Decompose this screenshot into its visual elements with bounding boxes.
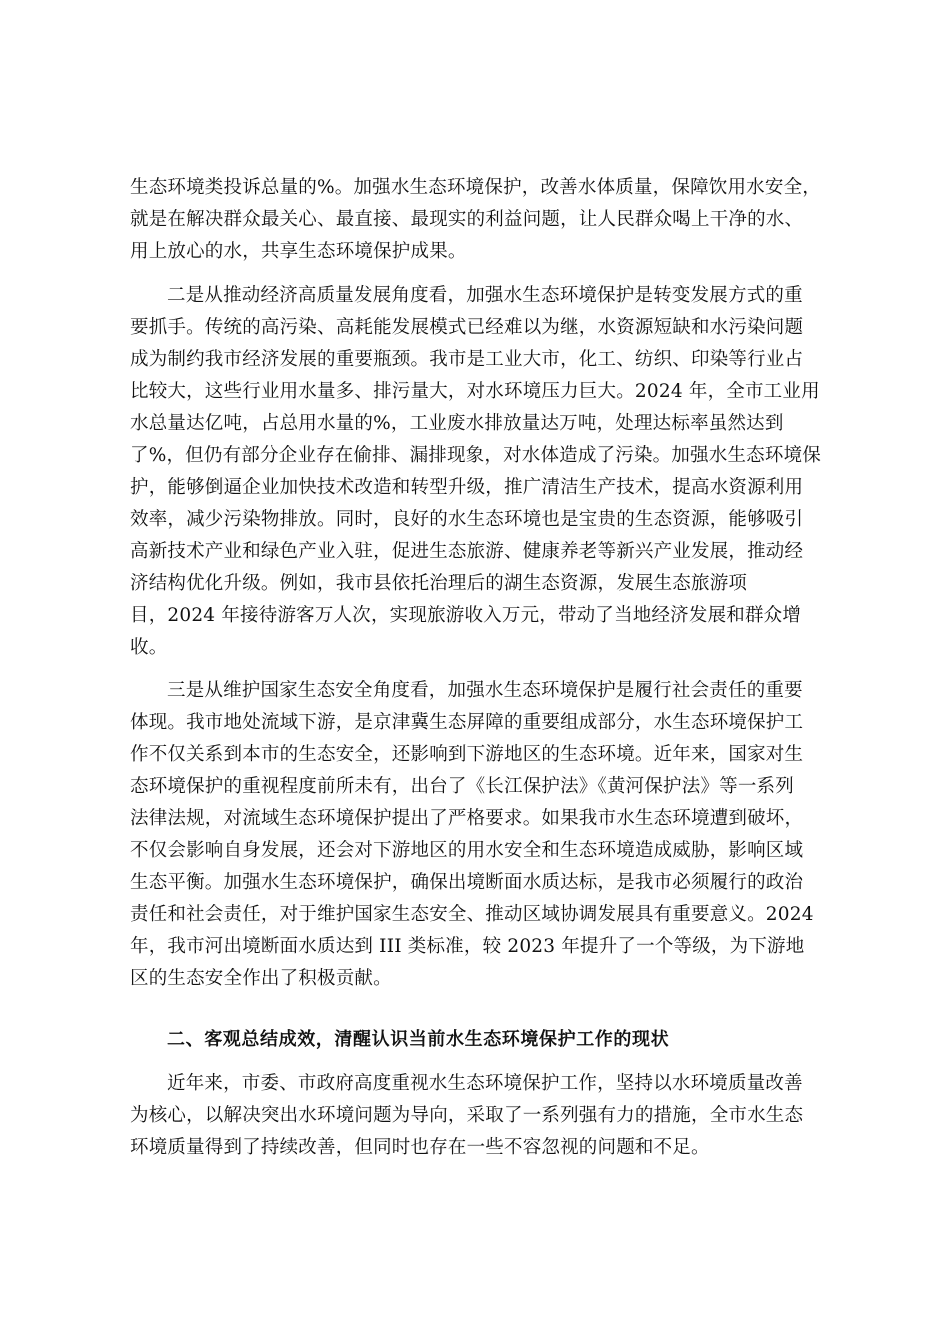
section-heading: 二、客观总结成效，清醒认识当前水生态环境保护工作的现状 <box>167 1029 670 1050</box>
text-line: 济结构优化升级。例如，我市县依托治理后的湖生态资源，发展生态旅游项 <box>130 573 748 594</box>
text-line: 环境质量得到了持续改善，但同时也存在一些不容忽视的问题和不足。 <box>130 1137 710 1158</box>
text-line: 体现。我市地处流域下游，是京津冀生态屏障的重要组成部分，水生态环境保护工 <box>130 712 804 733</box>
text-line: 区的生态安全作出了积极贡献。 <box>130 968 392 989</box>
text-line: 了%，但仍有部分企业存在偷排、漏排现象，对水体造成了污染。加强水生态环境保 <box>130 445 821 466</box>
text-line: 为核心，以解决突出水环境问题为导向，采取了一系列强有力的措施，全市水生态 <box>130 1105 804 1126</box>
text-line: 效率，减少污染物排放。同时，良好的水生态环境也是宝贵的生态资源，能够吸引 <box>130 509 804 530</box>
text-line: 生态环境类投诉总量的%。加强水生态环境保护，改善水体质量，保障饮用水安全， <box>130 177 821 198</box>
text-line: 成为制约我市经济发展的重要瓶颈。我市是工业大市，化工、纺织、印染等行业占 <box>130 349 804 370</box>
text-line: 要抓手。传统的高污染、高耗能发展模式已经难以为继，水资源短缺和水污染问题 <box>130 317 804 338</box>
text-line: 责任和社会责任，对于维护国家生态安全、推动区域协调发展具有重要意义。2024 <box>130 904 814 925</box>
text-line: 目，2024 年接待游客万人次，实现旅游收入万元，带动了当地经济发展和群众增 <box>130 605 802 626</box>
text-line: 生态平衡。加强水生态环境保护，确保出境断面水质达标，是我市必须履行的政治 <box>130 872 804 893</box>
text-line: 用上放心的水，共享生态环境保护成果。 <box>130 241 467 262</box>
text-line: 护，能够倒逼企业加快技术改造和转型升级，推广清洁生产技术，提高水资源利用 <box>130 477 804 498</box>
text-line: 二是从推动经济高质量发展角度看，加强水生态环境保护是转变发展方式的重 <box>167 285 803 306</box>
text-line: 态环境保护的重视程度前所未有，出台了《长江保护法》《黄河保护法》等一系列 <box>130 776 794 797</box>
text-line: 高新技术产业和绿色产业入驻，促进生态旅游、健康养老等新兴产业发展，推动经 <box>130 541 804 562</box>
text-line: 比较大，这些行业用水量多、排污量大，对水环境压力巨大。2024 年，全市工业用 <box>130 381 820 402</box>
text-line: 三是从维护国家生态安全角度看，加强水生态环境保护是履行社会责任的重要 <box>167 680 803 701</box>
text-line: 法律法规，对流域生态环境保护提出了严格要求。如果我市水生态环境遭到破坏， <box>130 808 804 829</box>
text-line: 就是在解决群众最关心、最直接、最现实的利益问题，让人民群众喝上干净的水、 <box>130 209 804 230</box>
text-line: 作不仅关系到本市的生态安全，还影响到下游地区的生态环境。近年来，国家对生 <box>130 744 804 765</box>
text-line: 近年来，市委、市政府高度重视水生态环境保护工作，坚持以水环境质量改善 <box>167 1073 803 1094</box>
text-line: 收。 <box>130 637 168 658</box>
text-line: 不仅会影响自身发展，还会对下游地区的用水安全和生态环境造成威胁，影响区域 <box>130 840 804 861</box>
text-line: 年，我市河出境断面水质达到 III 类标准，较 2023 年提升了一个等级，为下游地 <box>130 936 805 957</box>
text-line: 水总量达亿吨，占总用水量的%，工业废水排放量达万吨，处理达标率虽然达到 <box>130 413 784 434</box>
